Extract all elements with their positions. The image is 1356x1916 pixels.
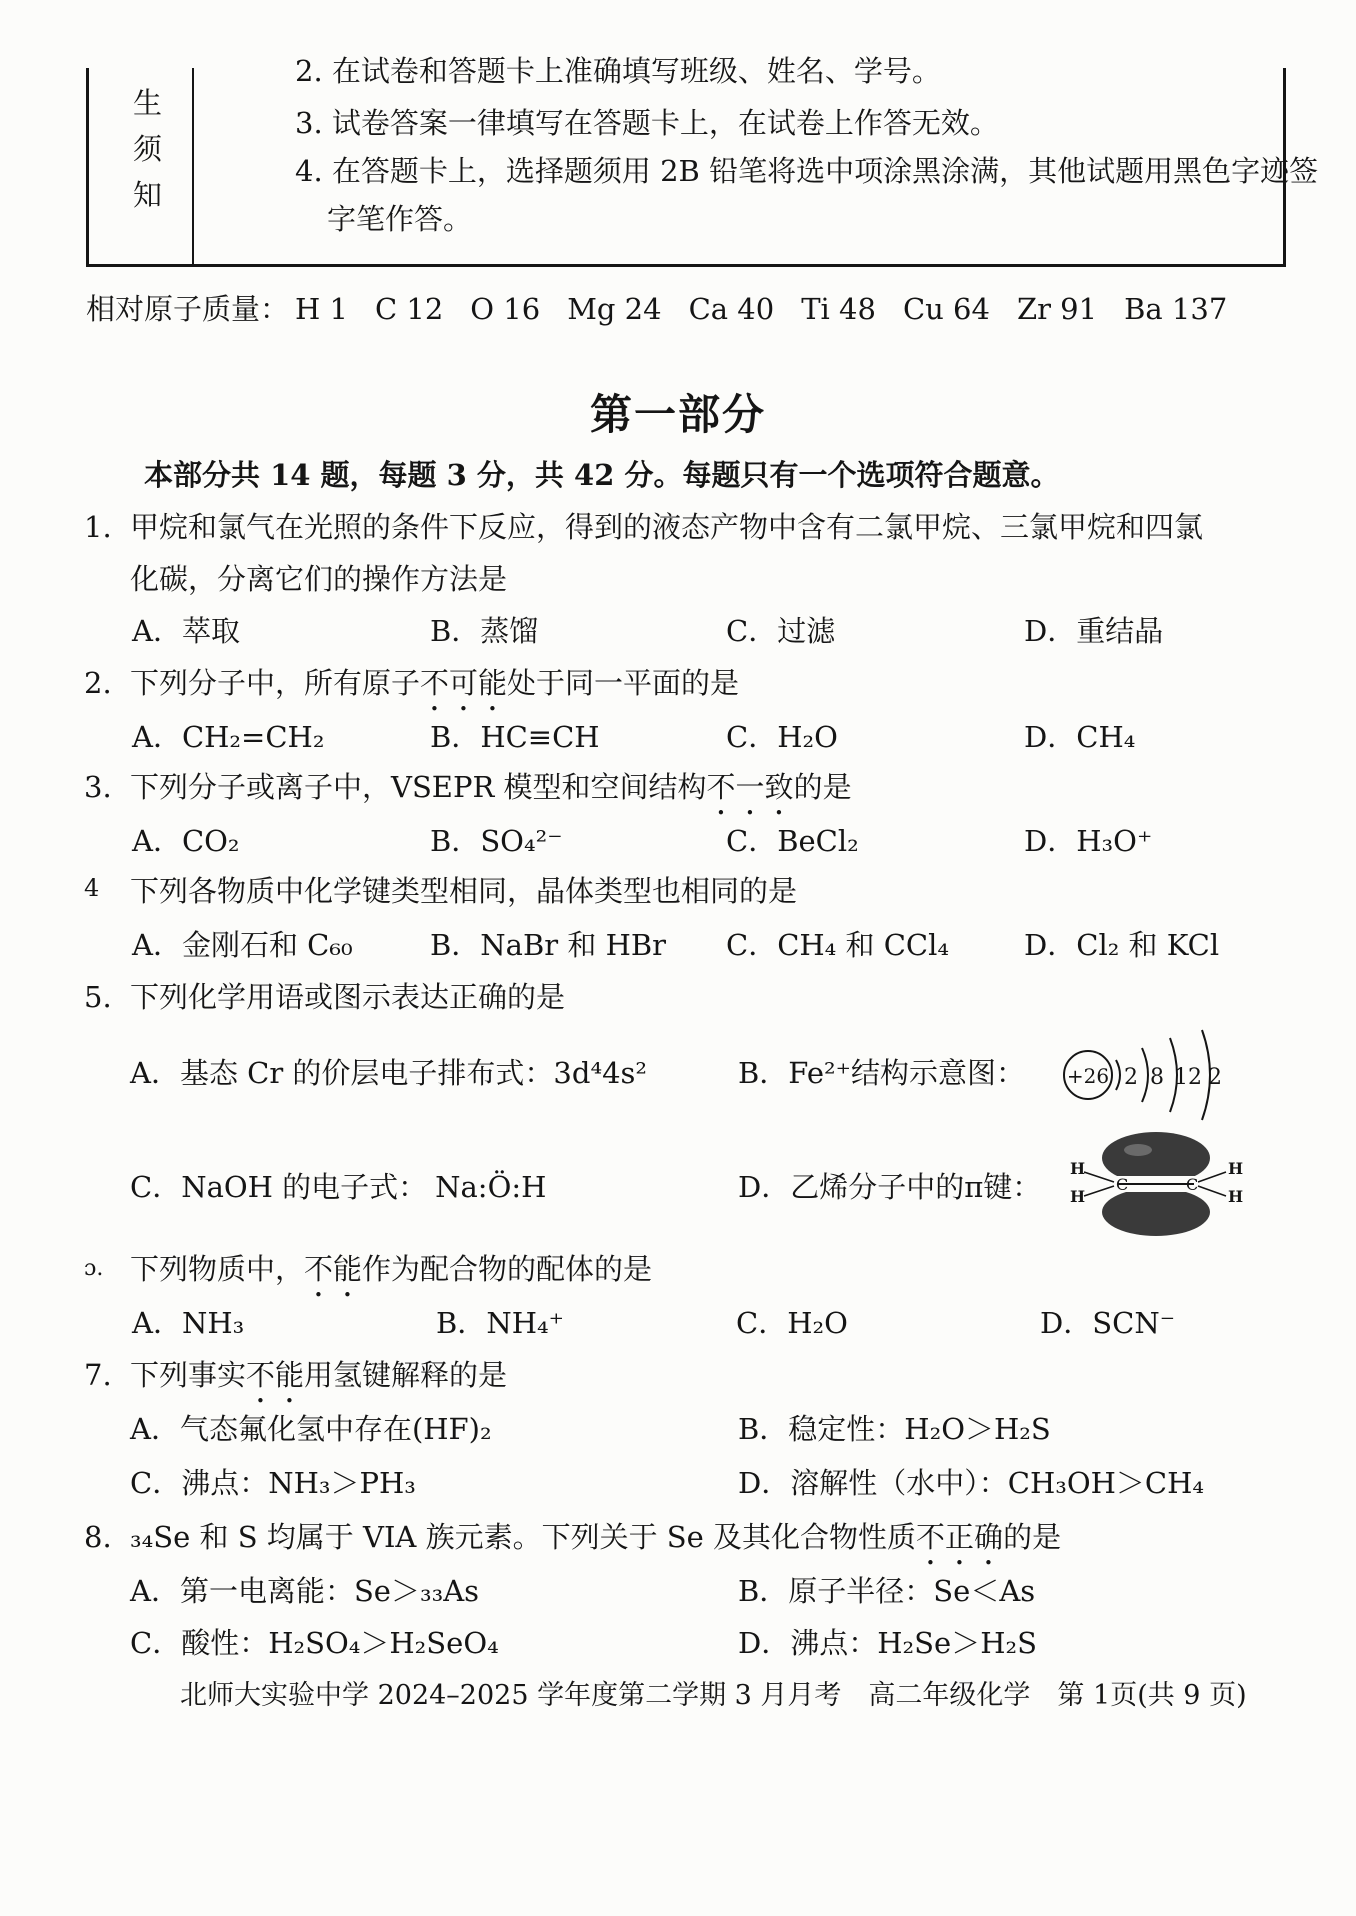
naoh-electron-formula: Na:Ö:H	[435, 1170, 547, 1204]
question-number: 2.	[84, 666, 112, 700]
option-c: C．H₂O	[726, 720, 838, 754]
fe2-structure-diagram	[1058, 1020, 1234, 1130]
atom-label: H	[1228, 1187, 1244, 1206]
chem-formula: H₂O	[777, 720, 838, 754]
atom-label: C	[1116, 1175, 1129, 1194]
question-3-stem: 下列分子或离子中，VSEPR 模型和空间结构不一致的是	[130, 770, 852, 804]
option-c: C．酸性：H₂SO₄＞H₂SeO₄	[130, 1626, 499, 1660]
question-2-stem: 下列分子中，所有原子不可能处于同一平面的是	[130, 666, 740, 700]
chem-formula: SO₄²⁻	[480, 824, 563, 858]
atomic-mass: Ca 40	[688, 292, 775, 326]
option-a: A．NH₃	[132, 1306, 245, 1340]
chem-formula: H₃O⁺	[1076, 824, 1153, 858]
atomic-mass: Cu 64	[902, 292, 990, 326]
question-8-stem: ₃₄Se 和 S 均属于 VIA 族元素。下列关于 Se 及其化合物性质不正确的是	[130, 1520, 1062, 1554]
nucleus-charge: +26	[1066, 1064, 1110, 1088]
atom-label: H	[1228, 1159, 1244, 1178]
chem-formula: NH₃	[181, 1306, 245, 1340]
shell-electron-count: 2	[1208, 1065, 1222, 1090]
question-number: 7.	[84, 1358, 112, 1392]
option-c: C．NaOH 的电子式： Na:Ö:H	[130, 1170, 547, 1204]
notice-item-4-line2: 字笔作答。	[327, 202, 473, 236]
chem-formula: H₂O	[787, 1306, 848, 1340]
page-footer: 北师大实验中学 2024–2025 学年度第二学期 3 月月考 高二年级化学 第 1页(共 9 页)	[180, 1680, 1247, 1711]
question-1-line1: 甲烷和氯气在光照的条件下反应，得到的液态产物中含有二氯甲烷、三氯甲烷和四氯	[130, 510, 1204, 544]
atomic-masses	[86, 292, 1254, 327]
option-b: B．稳定性：H₂O＞H₂S	[738, 1412, 1051, 1446]
notice-divider	[192, 68, 194, 264]
emphasis-text: 不可能	[420, 666, 508, 700]
electron-shell-arc	[1142, 1048, 1148, 1102]
option-d: D．H₃O⁺	[1024, 824, 1153, 858]
option-b: B．NaBr 和 HBr	[430, 928, 667, 962]
notice-box	[86, 54, 1319, 267]
question-1-line2: 化碳，分离它们的操作方法是	[130, 562, 508, 596]
option-c: C．CH₄ 和 CCl₄	[726, 928, 950, 962]
option-c: C．BeCl₂	[726, 824, 859, 858]
notice-label-char: 生	[133, 86, 163, 120]
pi-lobe-bottom	[1102, 1188, 1210, 1236]
option-b: B．Fe²⁺结构示意图：	[738, 1056, 1025, 1090]
chem-formula: NH₄⁺	[486, 1306, 564, 1340]
shell-electron-count: 2	[1124, 1065, 1138, 1090]
option-b: B．HC≡CH	[430, 720, 600, 754]
option-d: D．溶解性（水中）：CH₃OH＞CH₄	[738, 1466, 1205, 1500]
option-c: C．过滤	[726, 614, 836, 648]
emphasis-text: 不一致	[706, 770, 794, 804]
option-a: A．CH₂=CH₂	[132, 720, 325, 754]
option-a: A．金刚石和 C₆₀	[132, 928, 353, 962]
chem-formula: BeCl₂	[777, 824, 859, 858]
notice-label-char: 知	[133, 178, 163, 212]
option-d: D．CH₄	[1024, 720, 1136, 754]
atomic-mass: C 12	[374, 292, 444, 326]
atom-label: C	[1186, 1175, 1199, 1194]
option-c: C．沸点：NH₃＞PH₃	[130, 1466, 416, 1500]
option-b: B．NH₄⁺	[436, 1306, 564, 1340]
question-number: 5.	[84, 980, 112, 1014]
emphasis-text: 不能	[246, 1358, 305, 1392]
option-c: C．H₂O	[736, 1306, 848, 1340]
question-5-stem: 下列化学用语或图示表达正确的是	[130, 980, 566, 1014]
option-a: A．基态 Cr 的价层电子排布式：3d⁴4s²	[130, 1056, 648, 1090]
electron-shell-arc	[1116, 1060, 1120, 1090]
option-a: A．气态氟化氢中存在(HF)₂	[130, 1412, 492, 1446]
shell-electron-count: 12	[1174, 1065, 1202, 1090]
question-number: 3.	[84, 770, 112, 804]
atomic-mass: Ba 137	[1124, 292, 1228, 326]
question-number: ɔ.	[84, 1256, 104, 1281]
question-4-stem: 下列各物质中化学键类型相同，晶体类型也相同的是	[130, 874, 798, 908]
option-d: D．重结晶	[1024, 614, 1164, 648]
option-b: B．蒸馏	[430, 614, 539, 648]
option-b: B．原子半径：Se＜As	[738, 1574, 1036, 1608]
question-number: 8.	[84, 1520, 112, 1554]
option-b: B．SO₄²⁻	[430, 824, 563, 858]
option-a: A．萃取	[132, 614, 240, 648]
option-d: D．沸点：H₂Se＞H₂S	[738, 1626, 1037, 1660]
section-note: 本部分共 14 题，每题 3 分，共 42 分。每题只有一个选项符合题意。	[144, 458, 1060, 492]
atomic-mass: H 1	[295, 292, 348, 326]
notice-item-4-line1: 4. 在答题卡上，选择题须用 2B 铅笔将选中项涂黑涂满，其他试题用黑色字迹签	[295, 154, 1319, 188]
section-title: 第一部分	[589, 390, 766, 439]
notice-item-2-partial: 2. 在试卷和答题卡上准确填写班级、姓名、学号。	[295, 54, 941, 84]
question-number: 4	[84, 874, 100, 902]
pi-bond-diagram	[1066, 1128, 1246, 1238]
question-6-stem: 下列物质中，不能作为配合物的配体的是	[130, 1252, 653, 1286]
atomic-mass: Ti 48	[801, 292, 876, 326]
emphasis-text: 不能	[304, 1252, 363, 1286]
notice-item-3: 3. 试卷答案一律填写在答题卡上，在试卷上作答无效。	[295, 106, 999, 140]
atomic-mass: O 16	[470, 292, 541, 326]
question-7-stem: 下列事实不能用氢键解释的是	[130, 1358, 508, 1392]
chem-formula: HC≡CH	[480, 720, 600, 754]
atomic-mass: Zr 91	[1016, 292, 1098, 326]
option-d: D．SCN⁻	[1040, 1306, 1176, 1340]
chem-formula: CH₄	[1076, 720, 1136, 754]
atom-label: H	[1070, 1187, 1086, 1206]
chem-formula: SCN⁻	[1092, 1306, 1176, 1340]
option-d: D．Cl₂ 和 KCl	[1024, 928, 1220, 962]
atomic-masses-label: 相对原子质量：	[86, 292, 290, 326]
option-a: A．CO₂	[132, 824, 240, 858]
question-number: 1.	[84, 510, 112, 544]
option-d: D．乙烯分子中的π键：	[738, 1170, 1042, 1204]
chem-formula: CO₂	[181, 824, 240, 858]
atom-label: H	[1070, 1159, 1086, 1178]
chem-formula: CH₂=CH₂	[181, 720, 325, 754]
atomic-mass: Mg 24	[567, 292, 662, 326]
shell-electron-count: 8	[1150, 1065, 1164, 1090]
notice-label-char: 须	[133, 132, 163, 166]
emphasis-text: 不正确	[916, 1520, 1004, 1554]
option-a: A．第一电离能：Se＞₃₃As	[130, 1574, 480, 1608]
